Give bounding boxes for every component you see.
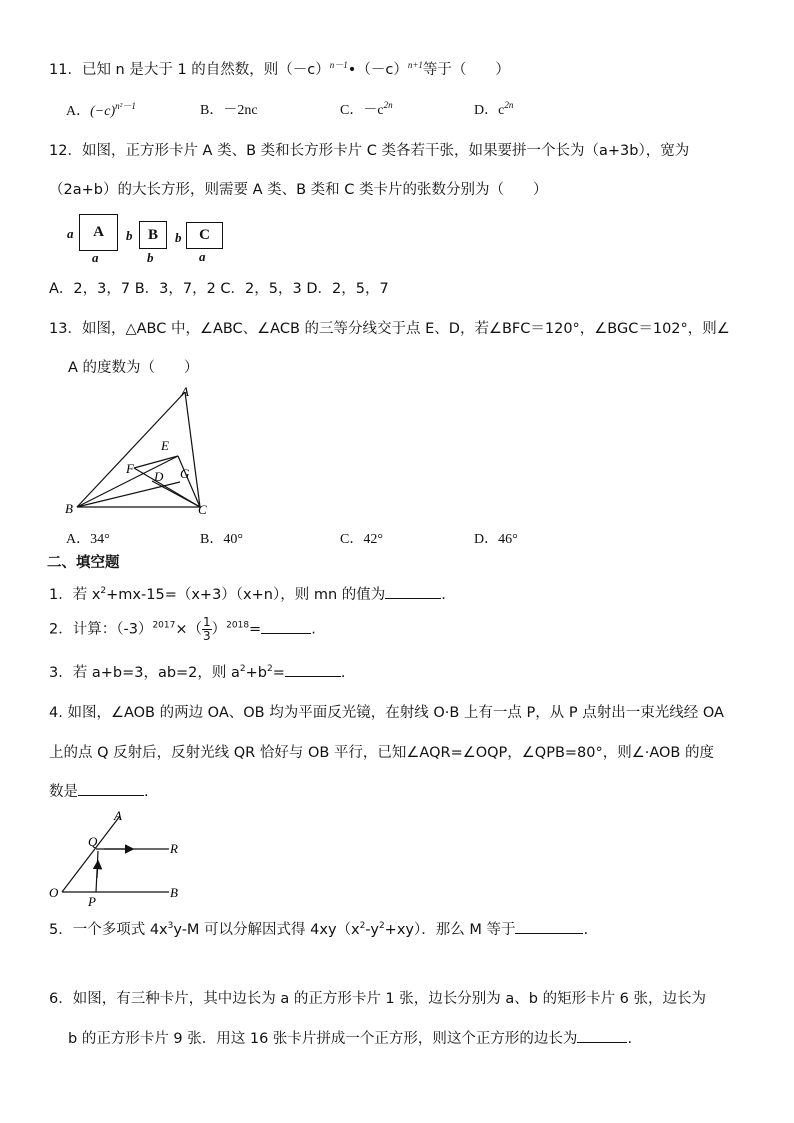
fill-2-b: ×（ xyxy=(175,621,202,638)
fill-6-line2-text: b 的正方形卡片 9 张．用这 16 张卡片拼成一个正方形，则这个正方形的边长为 xyxy=(68,1031,578,1047)
fill-1-b: +mx-15=（x+3）（x+n），则 mn 的值为 xyxy=(106,587,386,603)
fill-5-exp1: 3 xyxy=(167,921,174,931)
point-a-label: A xyxy=(114,808,122,823)
answer-blank[interactable] xyxy=(261,619,311,634)
card-c-side-label: b xyxy=(175,230,182,245)
q11-option-a-base: (−c) xyxy=(90,104,116,119)
q12-line1: 12．如图，正方形卡片 A 类、B 类和长方形卡片 C 类各若干张，如果要拼一个长为（a+3b），宽为 xyxy=(49,143,690,159)
fill-4-line3 xyxy=(49,780,149,801)
q12-line2: （2a+b）的大长方形，则需要 A 类、B 类和 C 类卡片的张数分别为（ ） xyxy=(49,182,548,198)
q13-line2: A 的度数为（ ） xyxy=(68,360,199,376)
fill-5-exp2: 2 xyxy=(359,921,366,931)
q11-option-d xyxy=(474,99,513,119)
fill-1-end: . xyxy=(441,587,446,603)
q11-option-d-label: D．c xyxy=(474,103,505,118)
fill-5-a: 5．一个多项式 4x xyxy=(49,922,168,938)
q11-stem xyxy=(49,58,510,79)
point-e-label: E xyxy=(161,438,169,453)
card-c-name: C xyxy=(199,227,210,243)
answer-blank[interactable] xyxy=(285,662,341,677)
q11-exp1: n－1 xyxy=(329,60,348,70)
fill-4-line3-text: 数是 xyxy=(49,784,78,800)
point-o-label: O xyxy=(49,885,59,900)
point-f-label: F xyxy=(126,461,134,476)
q11-stem-b: 等于（ ） xyxy=(422,62,510,78)
point-c-label: C xyxy=(198,502,207,517)
card-b-name: B xyxy=(147,226,158,243)
card-c-bottom-label: a xyxy=(199,249,206,264)
fill-2-exp1: 2017 xyxy=(152,620,176,631)
q11-option-c xyxy=(340,99,393,119)
fill-6-line2 xyxy=(68,1027,632,1048)
fill-4-line2: 上的点 Q 反射后，反射光线 QR 恰好与 OB 平行，已知∠AQR=∠OQP，∠QPB=80°，则∠·AOB 的度 xyxy=(49,745,714,761)
answer-blank[interactable] xyxy=(577,1028,627,1043)
fill-6-end: . xyxy=(627,1031,633,1047)
card-b-bottom-label: b xyxy=(147,250,154,265)
q12-options: A．2，3，7 B．3，7，2 C．2，5，3 D．2，5，7 xyxy=(49,281,389,297)
fill-3 xyxy=(49,661,346,682)
fill-3-c: = xyxy=(272,665,285,681)
fill-2 xyxy=(49,616,316,643)
fill-5 xyxy=(49,918,588,939)
answer-blank[interactable] xyxy=(78,781,144,796)
q13-option-b: B．40° xyxy=(200,532,243,547)
fill-3-a: 3．若 a+b=3，ab=2，则 a xyxy=(49,665,240,681)
point-g-label: G xyxy=(180,466,190,481)
fill-2-exp2: 2018 xyxy=(226,620,250,631)
card-a-name: A xyxy=(93,224,104,240)
line-fe xyxy=(134,456,178,468)
point-p-label: P xyxy=(88,894,96,908)
ray-oa xyxy=(62,816,120,892)
q11-option-a-label: A． xyxy=(66,104,91,119)
card-a-bottom-label: a xyxy=(92,250,99,265)
q13-option-a: A．34° xyxy=(66,532,110,547)
q11-option-a xyxy=(66,99,136,120)
point-r-label: R xyxy=(170,841,178,856)
fill-3-exp2: 2 xyxy=(267,664,273,674)
fill-4-line1: 4. 如图，∠AOB 的两边 OA、OB 均为平面反光镜，在射线 O·B 上有一点 P，从 P 点射出一束光线经 OA xyxy=(49,705,724,721)
fill-6-line1: 6．如图，有三种卡片，其中边长为 a 的正方形卡片 1 张，边长分别为 a、b 的矩形卡片 6 张，边长为 xyxy=(49,991,707,1007)
fill-5-d: +xy）．那么 M 等于 xyxy=(384,922,516,938)
fill-5-exp3: 2 xyxy=(378,921,385,931)
q13-option-c: C．42° xyxy=(340,532,383,547)
q11-option-a-exp: n²－1 xyxy=(115,101,136,111)
fill-5-c: -y xyxy=(365,922,379,938)
answer-blank[interactable] xyxy=(385,584,441,599)
fill-5-end: . xyxy=(583,922,589,938)
mirror-figure xyxy=(44,808,194,908)
fill-3-b: +b xyxy=(245,665,268,681)
q11-option-b-text: B．－2nc xyxy=(200,103,258,118)
q11-mid: •（－c） xyxy=(347,62,408,78)
fraction-numerator: 1 xyxy=(203,615,211,629)
card-c xyxy=(186,222,223,249)
fill-4-end: . xyxy=(144,784,149,800)
card-a xyxy=(79,214,118,251)
fraction xyxy=(202,616,212,643)
line-cd xyxy=(152,481,200,507)
q11-option-c-label: C．－c xyxy=(340,103,384,118)
fill-3-exp1: 2 xyxy=(239,664,246,674)
card-b xyxy=(139,221,167,249)
section-heading: 二、填空题 xyxy=(47,555,120,571)
fill-1 xyxy=(49,583,446,604)
fill-2-d: = xyxy=(249,621,262,638)
answer-blank[interactable] xyxy=(515,919,583,934)
triangle-figure xyxy=(60,382,220,522)
q11-option-d-exp: 2n xyxy=(504,100,514,110)
fill-2-c: ） xyxy=(211,621,227,638)
q13-line1: 13．如图，△ABC 中，∠ABC、∠ACB 的三等分线交于点 E、D，若∠BFC＝120°，∠BGC＝102°，则∠ xyxy=(49,321,730,337)
fill-5-b: y-M 可以分解因式得 4xy（x xyxy=(173,922,360,938)
point-q-label: Q xyxy=(88,834,98,849)
q13-option-d: D．46° xyxy=(474,532,518,547)
fill-1-a: 1．若 x xyxy=(49,587,101,603)
card-a-side-label: a xyxy=(67,226,74,241)
point-b-label: B xyxy=(170,885,178,900)
fill-1-exp: 2 xyxy=(100,586,107,596)
q11-exp2: n+1 xyxy=(407,60,423,70)
card-b-side-label: b xyxy=(126,228,133,243)
q11-stem-a: 11．已知 n 是大于 1 的自然数，则（－c） xyxy=(49,62,330,78)
point-a-label: A xyxy=(181,384,189,399)
point-b-label: B xyxy=(65,501,73,516)
q11-option-b xyxy=(200,99,258,119)
fraction-denominator: 3 xyxy=(203,629,211,643)
point-d-label: D xyxy=(154,469,164,484)
fill-2-a: 2．计算：（-3） xyxy=(49,621,153,638)
fill-3-end: . xyxy=(340,665,346,681)
fill-2-end: . xyxy=(311,621,316,638)
q11-option-c-exp: 2n xyxy=(383,100,393,110)
